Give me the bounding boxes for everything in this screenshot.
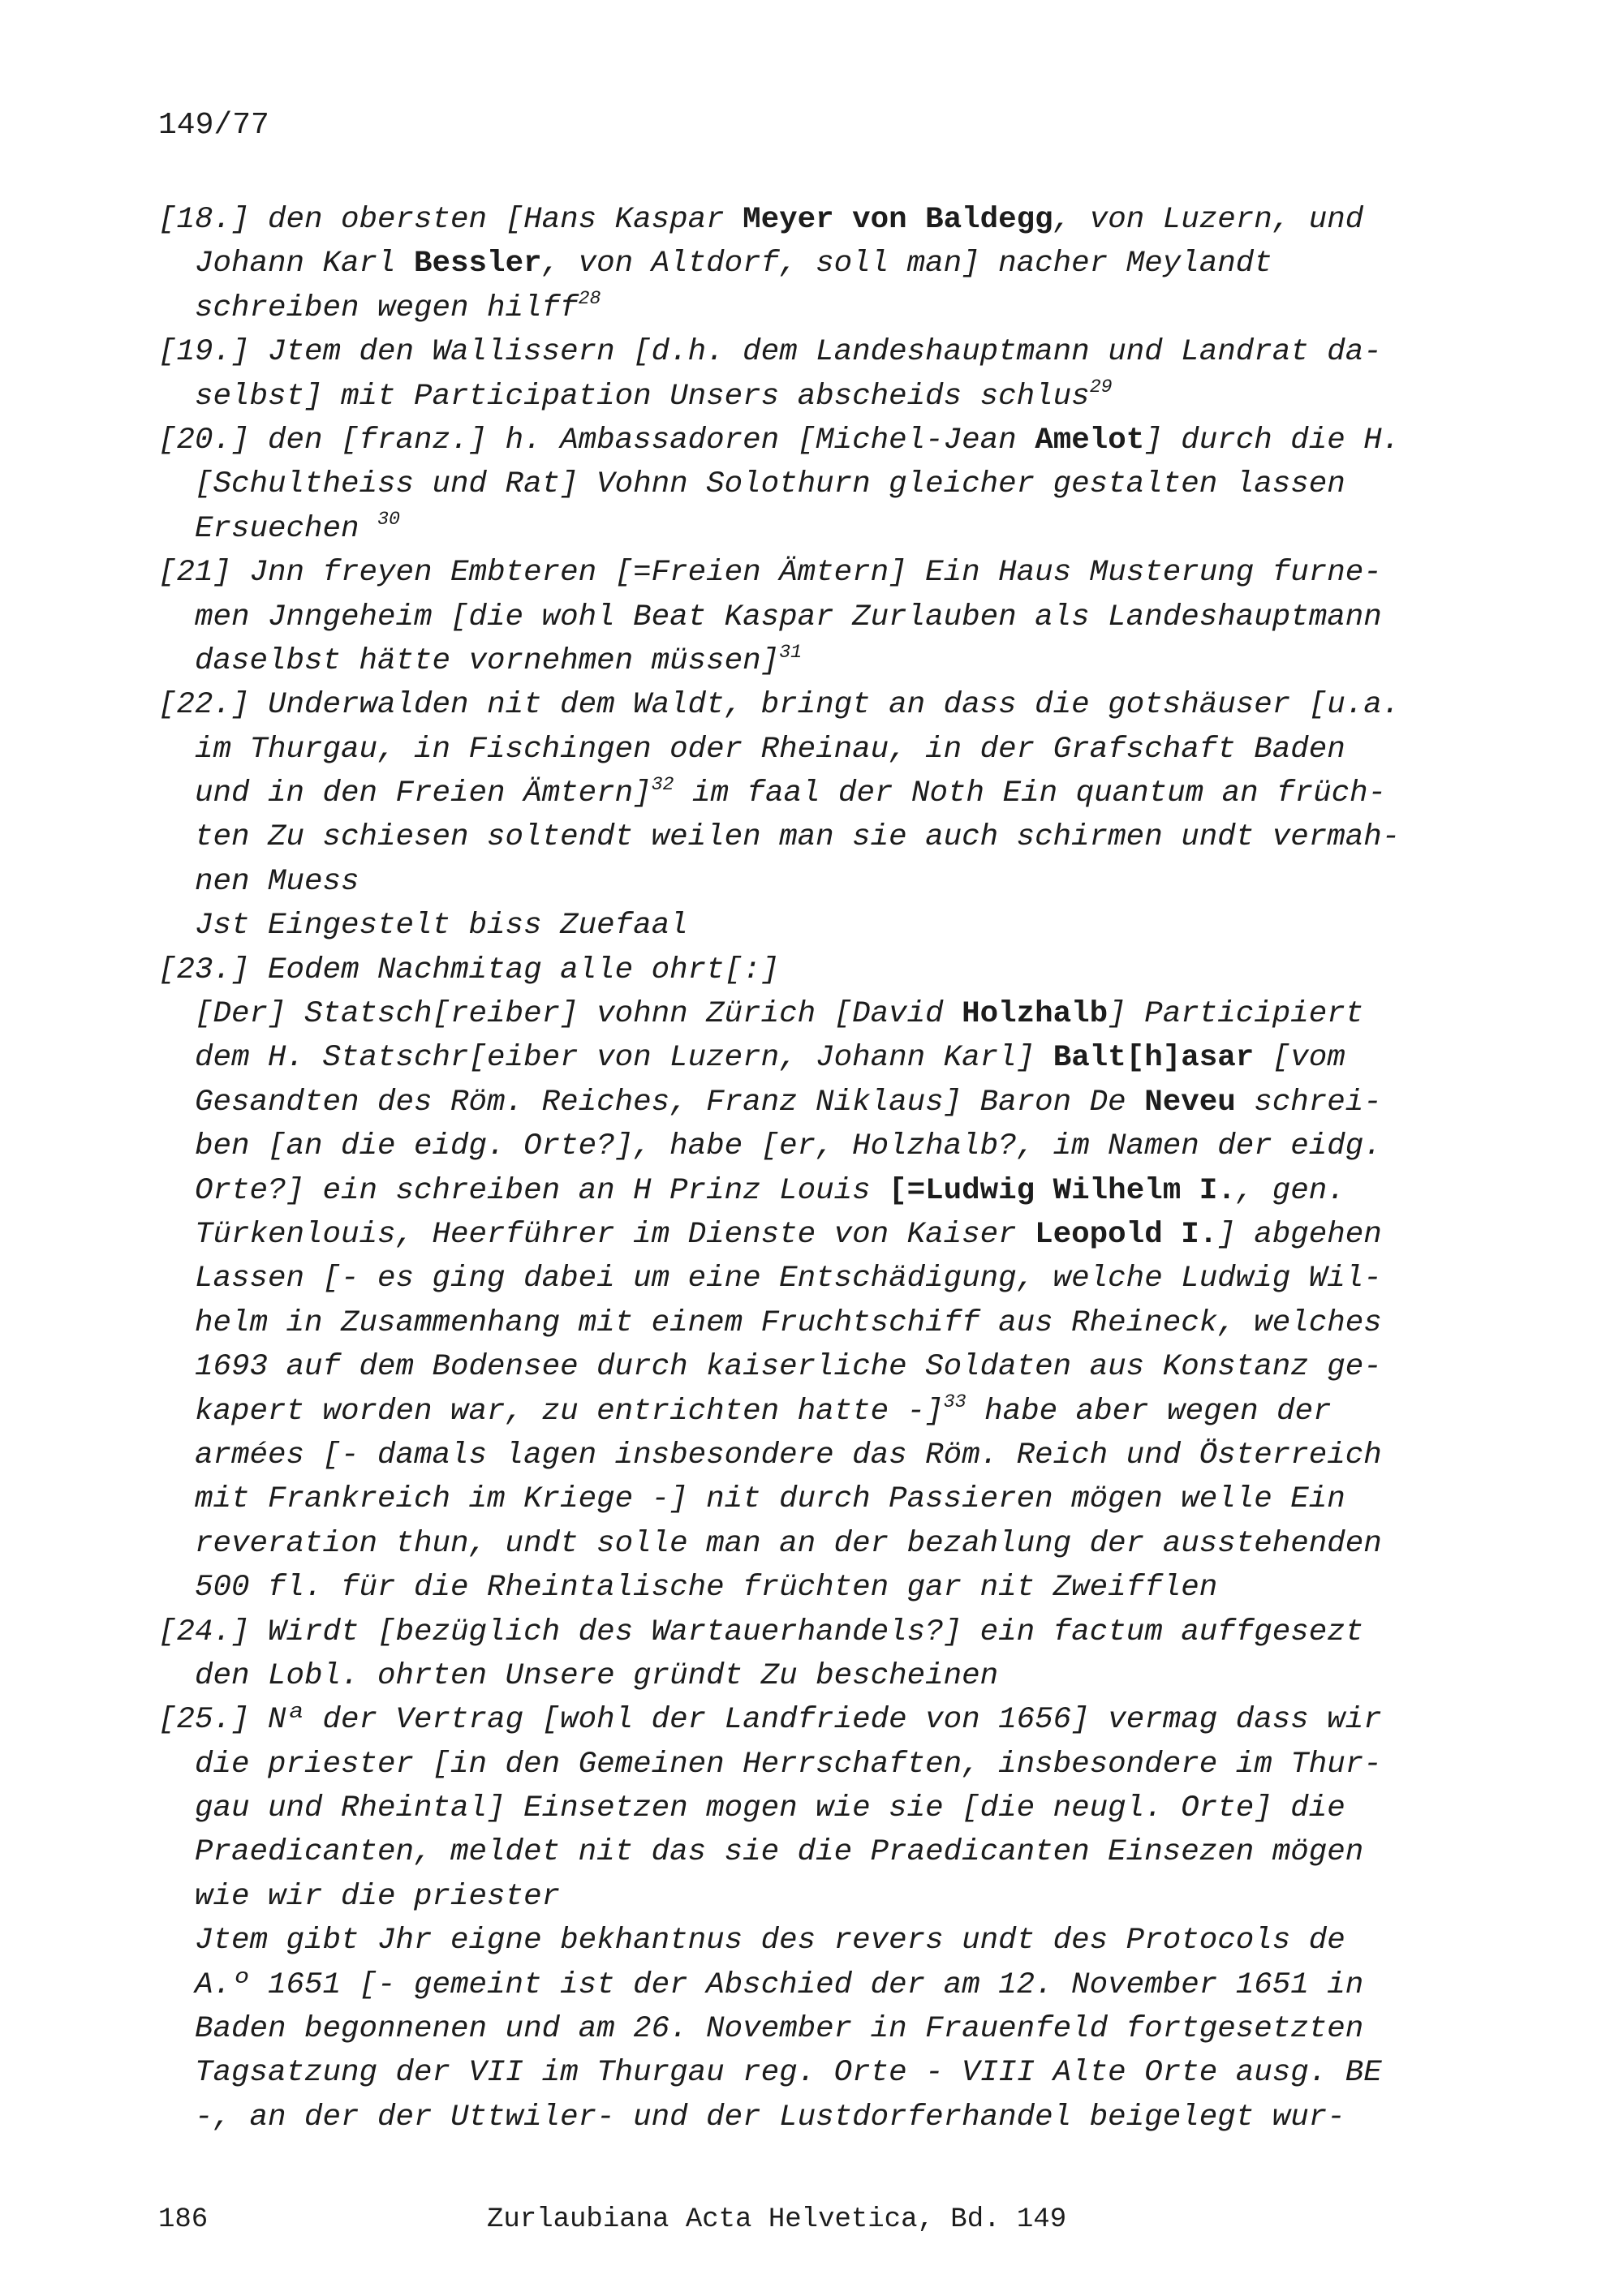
text-line [158,1875,1457,1919]
text-segment: men Jnngeheim [die wohl Beat Kaspar Zurlauben als Landeshauptmann [195,600,1382,634]
text-segment: die priester [in den Gemeinen Herrschaften, insbesondere im Thur- [195,1747,1382,1782]
text-segment: schrei- [1235,1085,1382,1120]
text-line [158,1522,1457,1566]
text-segment: reveration thun, undt solle man an der bezahlung der ausstehenden [195,1526,1382,1561]
text-segment: im faal der Noth Ein quantum an früch- [674,776,1387,811]
entry [158,948,1457,1610]
text-segment: , gen. [1235,1173,1345,1208]
text-segment: [24.] Wirdt [bezüglich des Wartauerhandels?] ein factum auffgesezt [158,1615,1364,1649]
text-segment: Orte?] ein schreiben an H Prinz Louis [195,1173,889,1208]
text-segment: ben [an die eidg. Orte?], habe [er, Holzhalb?, im Namen der eidg. [195,1129,1382,1164]
text-segment: ten Zu schiesen soltendt weilen man sie auch schirmen undt vermah- [195,820,1401,855]
text-segment: schreiben wegen hilff [195,290,579,325]
page-number: 186 [158,2204,209,2235]
text-segment: Johann Karl [195,247,415,282]
text-segment: wie wir die priester [195,1879,561,1914]
text-line [158,992,1457,1036]
person-name: Holzhalb [962,997,1109,1032]
entry [158,419,1457,551]
text-line [158,330,1457,374]
text-line [158,1963,1457,2007]
text-segment: Ersuechen [195,511,378,546]
text-segment: , von Altdorf, soll man] nacher Meylandt [541,247,1272,282]
text-line [158,1124,1457,1168]
text-segment: ] abgehen [1217,1217,1382,1252]
person-name: Bessler [414,247,542,282]
text-line [158,904,1457,948]
text-segment: Lassen [- es ging dabei um eine Entschädigung, welche Ludwig Wil- [195,1262,1382,1296]
text-segment: 500 fl. für die Rheintalische früchten gar nit Zweifflen [195,1571,1218,1606]
text-line [158,1830,1457,1874]
text-line [158,683,1457,727]
text-segment: habe aber wegen der [966,1394,1332,1429]
text-line [158,1477,1457,1521]
text-segment: nen Muess [195,864,359,899]
text-line [158,419,1457,462]
text-line [158,1566,1457,1610]
person-name: Meyer von Baldegg [743,203,1053,237]
text-line [158,1610,1457,1654]
text-segment: im Thurgau, in Fischingen oder Rheinau, in der Grafschaft Baden [195,732,1345,767]
text-line [158,860,1457,904]
text-line [158,551,1457,595]
text-segment: kapert worden war, zu entrichten hatte -] [195,1394,944,1429]
text-line [158,198,1457,242]
entry [158,683,1457,948]
text-line [158,1213,1457,1257]
footnote-ref: 29 [1089,376,1113,398]
text-line [158,1301,1457,1345]
text-line [158,2096,1457,2139]
footer-title: Zurlaubiana Acta Helvetica, Bd. 149 [487,2204,1067,2235]
text-line [158,728,1457,772]
text-segment: Jst Eingestelt biss Zuefaal [195,909,688,944]
entry [158,1610,1457,1699]
text-segment: [20.] den [franz.] h. Ambassadoren [Michel-Jean [158,423,1035,458]
text-segment: [22.] Underwalden nit dem Waldt, bringt an dass die gotshäuser [u.a. [158,688,1401,723]
text-segment: [18.] den obersten [Hans Kaspar [158,203,743,237]
text-line [158,1257,1457,1301]
text-segment: Baden begonnenen und am 26. November in Frauenfeld fortgesetzten [195,2012,1364,2047]
text-segment: Türkenlouis, Heerführer im Dienste von Kaiser [195,1217,1035,1252]
text-segment: Tagsatzung der VII im Thurgau reg. Orte - VIII Alte Orte ausg. BE [195,2056,1382,2091]
text-line [158,595,1457,639]
text-line [158,815,1457,859]
text-line [158,639,1457,683]
text-line [158,1919,1457,1963]
text-segment: Gesandten des Röm. Reiches, Franz Niklaus] Baron De [195,1085,1145,1120]
person-name: Leopold I. [1035,1217,1218,1252]
text-segment: 1693 auf dem Bodensee durch kaiserliche Soldaten aus Konstanz ge- [195,1350,1382,1385]
footnote-ref: 28 [578,288,601,310]
text-line [158,1434,1457,1477]
text-line [158,242,1457,286]
text-line [158,286,1457,330]
text-segment: [23.] Eodem Nachmitag alle ohrt[:] [158,952,780,987]
text-line [158,2051,1457,2095]
text-segment: armées [- damals lagen insbesondere das Röm. Reich und Österreich [195,1438,1382,1473]
text-segment: [Der] Statsch[reiber] vohnn Zürich [David [195,997,962,1032]
footnote-ref: 32 [651,773,674,795]
text-line [158,1390,1457,1434]
text-segment: ] durch die H. [1144,423,1401,458]
document-body [158,198,1457,2139]
text-line [158,1036,1457,1080]
text-segment: [vom [1254,1041,1345,1076]
footnote-ref: 30 [377,509,400,531]
text-segment: [Schultheiss und Rat] Vohnn Solothurn gleicher gestalten lassen [195,467,1345,502]
text-segment: selbst] mit Participation Unsers abscheids schlus [195,379,1090,414]
text-line [158,1081,1457,1124]
text-line [158,375,1457,419]
text-line [158,1654,1457,1698]
text-segment: ] Participiert [1108,997,1364,1032]
person-name: Balt[h]asar [1053,1041,1255,1076]
text-line [158,2007,1457,2051]
text-line [158,462,1457,506]
text-segment: helm in Zusammenhang mit einem Fruchtschiff aus Rheineck, welches [195,1305,1382,1340]
text-line [158,948,1457,992]
text-segment: Jtem gibt Jhr eigne bekhantnus des revers undt des Protocols de [195,1924,1345,1958]
text-line [158,1698,1457,1742]
person-name: [=Ludwig Wilhelm I. [889,1173,1236,1208]
text-segment: und in den Freien Ämtern] [195,776,652,811]
text-line [158,1169,1457,1213]
text-segment: gau und Rheintal] Einsetzen mogen wie sie [die neugl. Orte] die [195,1791,1345,1826]
footnote-ref: 33 [943,1391,966,1413]
text-segment: -, an der der Uttwiler- und der Lustdorferhandel beigelegt wur- [195,2100,1345,2135]
text-segment: daselbst hätte vornehmen müssen] [195,643,780,678]
text-segment: A.º 1651 [- gemeint ist der Abschied der am 12. November 1651 in [195,1967,1364,2002]
text-segment: [21] Jnn freyen Embteren [=Freien Ämtern] Ein Haus Musterung furne- [158,556,1382,591]
text-segment: Praedicanten, meldet nit das sie die Praedicanten Einsezen mögen [195,1835,1364,1870]
text-line [158,1345,1457,1389]
footnote-ref: 31 [779,641,803,663]
text-line [158,1786,1457,1830]
text-segment: [19.] Jtem den Wallissern [d.h. dem Landeshauptmann und Landrat da- [158,335,1382,370]
text-segment: dem H. Statschr[eiber von Luzern, Johann Karl] [195,1041,1053,1076]
person-name: Neveu [1144,1085,1236,1120]
entry [158,330,1457,419]
text-segment: den Lobl. ohrten Unsere gründt Zu bescheinen [195,1658,999,1693]
entry [158,551,1457,683]
entry [158,198,1457,330]
text-line [158,507,1457,551]
text-segment: mit Frankreich im Kriege -] nit durch Passieren mögen welle Ein [195,1482,1345,1517]
text-segment: , von Luzern, und [1053,203,1364,237]
text-line [158,1743,1457,1786]
text-segment: [25.] Nª der Vertrag [wohl der Landfriede von 1656] vermag dass wir [158,1703,1382,1738]
text-line [158,772,1457,815]
person-name: Amelot [1035,423,1145,458]
archive-reference: 149/77 [158,108,269,143]
entry [158,1698,1457,2139]
